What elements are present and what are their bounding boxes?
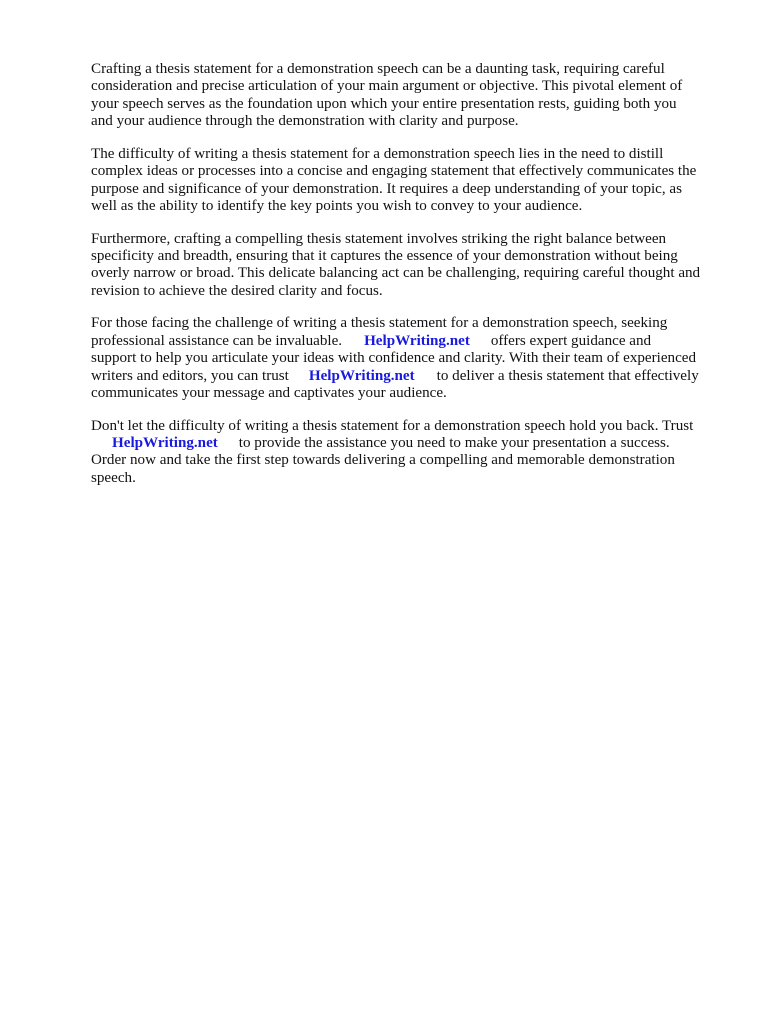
text-line: revision to achieve the desired clarity and focus.	[91, 282, 383, 299]
paragraph-intro	[91, 61, 731, 131]
text-line: complex ideas or processes into a concise and engaging statement that effectively communicates the	[91, 163, 697, 180]
text-line: The difficulty of writing a thesis statement for a demonstration speech lies in the need to distill	[91, 145, 664, 162]
text-segment: writers and editors, you can trust	[91, 367, 289, 384]
paragraph-call-to-action	[91, 418, 731, 488]
text-segment: to deliver a thesis statement that effectively	[436, 367, 699, 384]
text-segment: to provide the assistance you need to make your presentation a success.	[238, 435, 670, 452]
text-line: consideration and precise articulation of your main argument or objective. This pivotal element of	[91, 78, 683, 95]
text-segment: offers expert guidance and	[490, 332, 652, 349]
text-line-with-link	[91, 368, 731, 385]
helpwriting-link[interactable]: HelpWriting.net	[364, 332, 470, 349]
text-line: For those facing the challenge of writing a thesis statement for a demonstration speech, seeking	[91, 315, 668, 332]
paragraph-balance	[91, 231, 731, 301]
text-line-with-link	[91, 333, 731, 350]
paragraph-difficulty	[91, 146, 731, 216]
text-line: communicates your message and captivates your audience.	[91, 385, 447, 402]
text-line: purpose and significance of your demonstration. It requires a deep understanding of your topic, as	[91, 180, 682, 197]
text-line: Crafting a thesis statement for a demonstration speech can be a daunting task, requiring careful	[91, 61, 665, 77]
text-line: specificity and breadth, ensuring that it captures the essence of your demonstration without being	[91, 248, 678, 265]
text-line: Furthermore, crafting a compelling thesis statement involves striking the right balance between	[91, 230, 667, 247]
text-segment: professional assistance can be invaluable.	[91, 332, 343, 349]
text-line: overly narrow or broad. This delicate balancing act can be challenging, requiring careful thought and	[91, 265, 701, 282]
text-line: speech.	[91, 469, 136, 486]
helpwriting-link[interactable]: HelpWriting.net	[112, 435, 218, 452]
text-line: Don't let the difficulty of writing a thesis statement for a demonstration speech hold you back. Trust	[91, 417, 694, 434]
text-line-with-link	[91, 435, 731, 452]
document-body	[91, 61, 731, 502]
text-line: Order now and take the first step towards delivering a compelling and memorable demonstration	[91, 452, 675, 469]
paragraph-assistance	[91, 315, 731, 402]
text-line: well as the ability to identify the key points you wish to convey to your audience.	[91, 198, 583, 215]
text-line: support to help you articulate your ideas with confidence and clarity. With their team of experienced	[91, 350, 697, 367]
helpwriting-link[interactable]: HelpWriting.net	[308, 367, 415, 384]
text-line: your speech serves as the foundation upon which your entire presentation rests, guiding both you	[91, 95, 677, 112]
text-line: and your audience through the demonstration with clarity and purpose.	[91, 113, 519, 130]
